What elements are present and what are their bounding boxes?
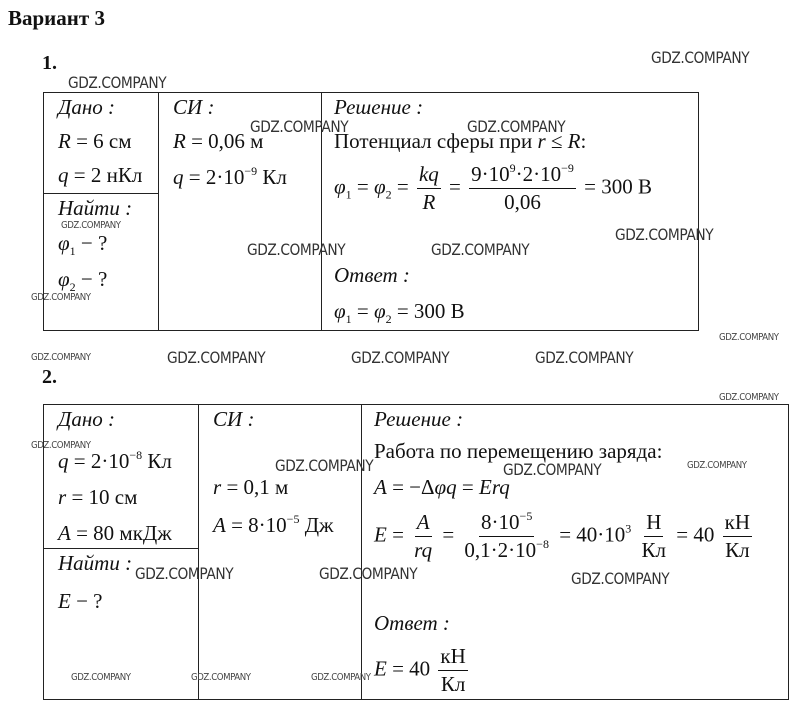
problem-2-number: 2. (42, 366, 57, 388)
problem-2-table (43, 404, 789, 700)
watermark: GDZ.COMPANY (319, 564, 418, 583)
watermark: GDZ.COMPANY (71, 672, 131, 683)
watermark: GDZ.COMPANY (247, 240, 346, 259)
watermark: GDZ.COMPANY (191, 672, 251, 683)
find-header: Найти (58, 196, 120, 220)
given-header: Дано (58, 407, 103, 431)
problem-2-solution-cell: Решение : Работа по перемещению заряда: A = −Δφq = Erq E = $\frac{A}{rq}$ = $\frac{8\cdot 10^{-5}}{0,1\cdot 2\cdot 10^{-8}}$ = $40\cdot 10^3$ $\frac{Н}{Кл}$ = 40 $\frac{кН}{Кл}$ Ответ : E = 40 $\frac{кН}{Кл}$ (362, 405, 789, 700)
problem-1-number: 1. (42, 52, 57, 74)
watermark: GDZ.COMPANY (535, 348, 634, 367)
watermark: GDZ.COMPANY (250, 117, 349, 136)
page-title: Вариант 3 (8, 6, 105, 30)
given-q: $q = 2\cdot 10^{-8}$ Кл (58, 448, 172, 473)
watermark: GDZ.COMPANY (275, 456, 374, 475)
watermark: GDZ.COMPANY (68, 73, 167, 92)
answer-value: E = 40 $\frac{кН}{Кл}$ (374, 644, 466, 697)
watermark: GDZ.COMPANY (135, 564, 234, 583)
problem-2-given-cell: Дано : $q = 2\cdot 10^{-8}$ Кл r = 10 см A = 80 мкДж Найти : E − ? (44, 405, 199, 700)
watermark: GDZ.COMPANY (167, 348, 266, 367)
problem-1-given-cell: Дано : R = 6 см q = 2 нКл Найти : $\varphi_1$ − ? $\varphi_2$ − ? (44, 93, 159, 331)
find-phi2: $\varphi_2$ − ? (58, 267, 108, 294)
answer-header: Ответ (374, 611, 438, 635)
solution-formula-1: A = −Δφq = Erq (374, 475, 510, 499)
watermark: GDZ.COMPANY (31, 440, 91, 451)
find-header: Найти (58, 551, 120, 575)
watermark: GDZ.COMPANY (615, 225, 714, 244)
watermark: GDZ.COMPANY (31, 292, 91, 303)
given-a: A = 80 мкДж (58, 521, 172, 545)
given-find-divider (44, 548, 198, 549)
watermark: GDZ.COMPANY (61, 220, 121, 231)
watermark: GDZ.COMPANY (311, 672, 371, 683)
problem-2-si-cell: СИ : r = 0,1 м $A = 8\cdot 10^{-5}$ Дж (199, 405, 362, 700)
solution-formula: $\varphi_1 = \varphi_2$ = $\frac{kq}{R}$ = $\frac{9\cdot 10^9\cdot 2\cdot 10^{-9}}{0,06}$ = 300 В (334, 161, 652, 215)
watermark: GDZ.COMPANY (31, 352, 91, 363)
watermark: GDZ.COMPANY (351, 348, 450, 367)
si-a: $A = 8\cdot 10^{-5}$ Дж (213, 512, 334, 537)
given-r: R = 6 см (58, 129, 132, 153)
given-find-divider (44, 193, 158, 194)
solution-text: Работа по перемещению заряда: (374, 439, 663, 463)
find-phi1: $\varphi_1$ − ? (58, 231, 108, 258)
find-e: E − ? (58, 589, 103, 613)
given-r: r = 10 см (58, 485, 138, 509)
si-header: СИ (213, 407, 243, 431)
si-r: R = 0,06 м (173, 129, 264, 153)
answer-value: $\varphi_1 = \varphi_2 = 300$ В (334, 299, 465, 326)
answer-header: Ответ (334, 263, 398, 287)
watermark: GDZ.COMPANY (467, 117, 566, 136)
problem-1-table (43, 92, 699, 331)
watermark: GDZ.COMPANY (571, 569, 670, 588)
given-q: q = 2 нКл (58, 163, 143, 187)
solution-header: Решение (374, 407, 451, 431)
solution-formula-2: E = $\frac{A}{rq}$ = $\frac{8\cdot 10^{-5}}{0,1\cdot 2\cdot 10^{-8}}$ = $40\cdot 10^3$ $\frac{Н}{Кл}$ = 40 $\frac{кН}{Кл}$ (374, 509, 751, 563)
given-header: Дано (58, 95, 103, 119)
watermark: GDZ.COMPANY (431, 240, 530, 259)
si-header: СИ (173, 95, 203, 119)
si-q: $q = 2\cdot 10^{-9}$ Кл (173, 164, 287, 189)
si-r: r = 0,1 м (213, 475, 289, 499)
solution-text: Потенциал сферы при r ≤ R: (334, 129, 587, 153)
watermark: GDZ.COMPANY (687, 460, 747, 471)
problem-1-si-cell: СИ : R = 0,06 м $q = 2\cdot 10^{-9}$ Кл (159, 93, 322, 331)
watermark: GDZ.COMPANY (719, 392, 779, 403)
watermark: GDZ.COMPANY (503, 460, 602, 479)
solution-header: Решение (334, 95, 411, 119)
watermark: GDZ.COMPANY (651, 48, 750, 67)
problem-1-solution-cell: Решение : Потенциал сферы при r ≤ R: $\varphi_1 = \varphi_2$ = $\frac{kq}{R}$ = $\frac{9\cdot 10^9\cdot 2\cdot 10^{-9}}{0,06}$ = 300 В Ответ : $\varphi_1 = \varphi_2 = 300$ В (322, 93, 699, 331)
watermark: GDZ.COMPANY (719, 332, 779, 343)
